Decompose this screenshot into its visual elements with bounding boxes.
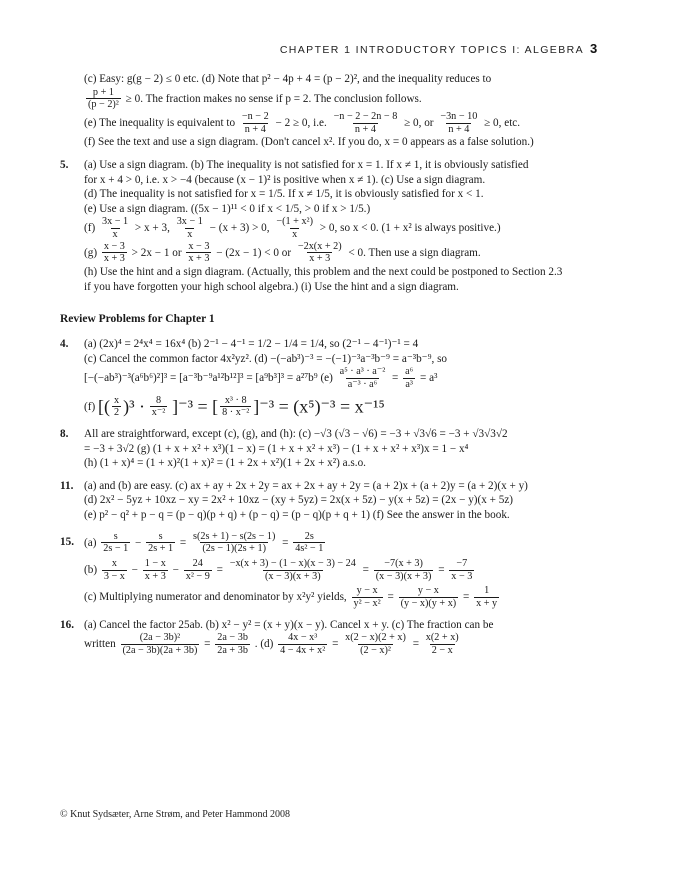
text-line: (e) Use a sign diagram. ((5x − 1)¹¹ < 0 if x < 1/5, > 0 if x > 1/5.) bbox=[84, 202, 371, 215]
text-line: 4. (a) (2x)⁴ = 2⁴x⁴ = 16x⁴ (b) 2⁻¹ − 4⁻¹ = 1/2 − 1/4 = 1/4, so (2⁻¹ − 4⁻¹)⁻¹ = 4 bbox=[60, 338, 419, 351]
fraction: $\frac{\text{x³ · 8}}{\text{8 · x⁻²}}$ bbox=[222, 394, 250, 419]
fraction: $\frac{2s}{\text{4s² − 1}}$ bbox=[295, 530, 324, 555]
problem-number: 15. bbox=[60, 536, 74, 549]
fraction: $\frac{s}{2s + 1}$ bbox=[148, 530, 174, 555]
review-problem-11 bbox=[60, 479, 592, 523]
text-line: if you have forgotten your high school algebra.) (i) Use the hint and a sign diagram. bbox=[84, 280, 459, 293]
fraction: $\frac{2a - 3b}{2a + 3b}$ bbox=[217, 632, 248, 657]
page-body bbox=[60, 72, 592, 657]
fraction: $\frac{-x(x + 3) - (1 - x)(x - 3) - 24}{(x - 3)(x + 3)}$ bbox=[229, 558, 356, 582]
fraction: $\frac{p + 1}{\text{(p − 2)²}}$ bbox=[88, 86, 119, 111]
text-line: 5. (a) Use a sign diagram. (b) The inequality is not satisfied for x = 1. If x ≠ 1, it is obviously satisfied bbox=[60, 159, 529, 171]
fraction: $\frac{-3n - 10}{n + 4}$ bbox=[440, 111, 478, 135]
fraction: $\frac{-n - 2 - 2n - 8}{n + 4}$ bbox=[333, 111, 398, 135]
fraction: $\frac{1 - x}{x + 3}$ bbox=[144, 558, 166, 582]
review-problem-4 bbox=[60, 337, 592, 419]
text-line: (h) (1 + x)⁴ = (1 + x)²(1 + x)² = (1 + 2x + x²)(1 + 2x + x²) a.s.o. bbox=[84, 457, 366, 470]
text-line: (f) $\frac{3x - 1}{x}$ > x + 3, $\frac{3x - 1}{x}$ − (x + 3) > 0, $\frac{\text{−(1 + x²)}}{x}$ > 0, so x < 0. (1 + x² is always positive.) bbox=[84, 216, 501, 240]
fraction: $\frac{1}{x + y}$ bbox=[476, 585, 498, 610]
text-line: (g) $\frac{x - 3}{x + 3}$ > 2x − 1 or $\frac{x - 3}{x + 3}$ − (2x − 1) < 0 or $\frac{-2x(x + 2)}{x + 3}$ < 0. Then use a sign diagram. bbox=[84, 240, 481, 265]
text-line: $\frac{p + 1}{\text{(p − 2)²}}$ ≥ 0. The fraction makes no sense if p = 2. The conclusion follows. bbox=[88, 86, 422, 111]
review-problem-15 bbox=[60, 531, 592, 610]
fraction: $\frac{x(2 + x)}{2 - x}$ bbox=[425, 632, 459, 657]
fraction: $\frac{s}{2s - 1}$ bbox=[103, 530, 129, 555]
text-line: (h) Use the hint and a sign diagram. (Actually, this problem and the next could be postponed to Section 2.3 bbox=[84, 266, 563, 279]
fraction: $\frac{8}{\text{x⁻²}}$ bbox=[151, 394, 166, 419]
text-line: (f) [( $\frac{x}{2}$ )³ · $\frac{8}{\text{x⁻²}}$ ]⁻³ = [ $\frac{\text{x³ · 8}}{\text{8 · x⁻²}}$ ]⁻³ = (x⁵)⁻³ = x⁻¹⁵ bbox=[84, 394, 385, 419]
fraction: $\frac{3x - 1}{x}$ bbox=[176, 216, 203, 240]
text-line: (c) Cancel the common factor 4x²yz². (d) −(−ab³)⁻³ = −(−1)⁻³a⁻³b⁻⁹ = a⁻³b⁻⁹, so bbox=[84, 352, 448, 365]
text-line: (e) p² − q² + p − q = (p − q)(p + q) + (p − q) = (p − q)(p + q + 1) (f) See the answer in the book. bbox=[84, 509, 510, 521]
fraction: $\frac{x}{3 - x}$ bbox=[103, 558, 125, 582]
fraction: $\frac{y - x}{(y - x)(y + x)}$ bbox=[400, 585, 457, 610]
text-line: (c) Multiplying numerator and denominator by x²y² yields, $\frac{y - x}{\text{y² − x²}}$ = $\frac{y - x}{(y - x)(y + x)}$ = $\frac{1}{x + y}$ bbox=[84, 585, 498, 610]
text-line: written $\frac{\text{(2a − 3b)²}}{(2a - 3b)(2a + 3b)}$ = $\frac{2a - 3b}{2a + 3b}$ . (d) $\frac{\text{4x − x³}}{\text{4 − 4x + x²}}$ = $\frac{x(2 - x)(2 + x)}{\text{(2 − x)²}}$ = $\frac{x(2 + x)}{2 - x}$ bbox=[84, 632, 459, 657]
text-line: 16. (a) Cancel the factor 25ab. (b) x² − y² = (x + y)(x − y). Cancel x + y. (c) The fraction can be bbox=[60, 618, 494, 631]
fraction: $\frac{y - x}{\text{y² − x²}}$ bbox=[353, 585, 381, 610]
fraction: $\frac{\text{−(1 + x²)}}{x}$ bbox=[276, 216, 313, 240]
running-header: CHAPTER 1 INTRODUCTORY TOPICS I: ALGEBRA bbox=[279, 44, 584, 56]
problem-number: 4. bbox=[60, 338, 69, 351]
text-line: 8. All are straightforward, except (c), (g), and (h): (c) −√3 (√3 − √6) = −3 + √3√6 = −3 + √3√3√2 bbox=[60, 428, 508, 441]
text-line: for x + 4 > 0, i.e. x > −4 (because (x − 1)² is positive when x ≠ 1). (c) Use a sign diagram. bbox=[84, 173, 486, 186]
fraction: $\frac{x(2 - x)(2 + x)}{\text{(2 − x)²}}$ bbox=[345, 632, 406, 657]
text-line: (f) See the text and use a sign diagram. (Don't cancel x². If you do, x = 0 appears as a false solution.) bbox=[84, 136, 534, 149]
text-line: (d) 2x² − 5yz + 10xz − xy = 2x² + 10xz − (xy + 5yz) = 2x(x + 5z) − y(x + 5z) = (2x − y)(x + 5z) bbox=[84, 494, 514, 507]
fraction: $\frac{24}{\text{x² − 9}}$ bbox=[185, 558, 210, 582]
fraction: $\frac{-n - 2}{n + 4}$ bbox=[241, 111, 269, 135]
fraction: $\frac{3x - 1}{x}$ bbox=[101, 216, 129, 240]
page-number: 3 bbox=[590, 41, 598, 56]
fraction: $\frac{-7(x + 3)}{(x - 3)(x + 3)}$ bbox=[375, 558, 432, 582]
text-line: 11. (a) and (b) are easy. (c) ax + ay + 2x + 2y = ax + 2x + ay + 2y = (a + 2)x + (a + 2)y = (a + 2)(x + y) bbox=[60, 479, 528, 492]
fraction: $\frac{x - 3}{x + 3}$ bbox=[188, 240, 210, 265]
fraction: $\frac{\text{a⁵ · a³ · a⁻²}}{\text{a⁻³ · a⁶}}$ bbox=[339, 366, 386, 391]
problem-number: 11. bbox=[60, 479, 74, 492]
fraction: $\frac{x - 3}{x + 3}$ bbox=[103, 240, 125, 265]
text-line: (c) Easy: g(g − 2) ≤ 0 etc. (d) Note that p² − 4p + 4 = (p − 2)², and the inequality reduces to bbox=[84, 73, 492, 85]
problem-5 bbox=[60, 158, 592, 294]
fraction: $\frac{\text{(2a − 3b)²}}{(2a - 3b)(2a + 3b)}$ bbox=[122, 632, 198, 657]
fraction: $\frac{s(2s + 1) - s(2s - 1)}{(2s - 1)(2s + 1)}$ bbox=[193, 530, 276, 555]
section-heading: Review Problems for Chapter 1 bbox=[60, 313, 215, 326]
fraction: $\frac{-7}{x - 3}$ bbox=[451, 558, 473, 582]
review-problem-16 bbox=[60, 618, 592, 657]
problem-number: 16. bbox=[60, 618, 74, 631]
text-line: 15. (a) $\frac{s}{2s - 1}$ − $\frac{s}{2s + 1}$ = $\frac{s(2s + 1) - s(2s - 1)}{(2s - 1)(2s + 1)}$ = $\frac{2s}{\text{4s² − 1}}$ bbox=[60, 530, 324, 555]
problem-number: 8. bbox=[60, 428, 69, 441]
text-line: (e) The inequality is equivalent to $\frac{-n - 2}{n + 4}$ − 2 ≥ 0, i.e. $\frac{-n - 2 - 2n - 8}{n + 4}$ ≥ 0, or $\frac{-3n - 10}{n + 4}$ ≥ 0, etc. bbox=[84, 111, 521, 135]
fraction: $\frac{\text{4x − x³}}{\text{4 − 4x + x²}}$ bbox=[280, 632, 326, 657]
text-line: = −3 + 3√2 (g) (1 + x + x² + x³)(1 − x) = (1 + x + x² + x³) − (1 + x + x² + x³)x = 1 − x⁴ bbox=[84, 442, 469, 455]
problem-4-continuation bbox=[60, 72, 592, 150]
fraction: $\frac{-2x(x + 2)}{x + 3}$ bbox=[297, 240, 342, 265]
text-line: [−(−ab³)⁻³(a⁶b⁶)²]³ = [a⁻³b⁻⁹a¹²b¹²]³ = [a⁹b³]³ = a²⁷b⁹ (e) $\frac{\text{a⁵ · a³ · a⁻²}}{\text{a⁻³ · a⁶}}$ = $\frac{\text{a⁶}}{\text{a³}}$ = a³ bbox=[84, 366, 438, 391]
text-line: (b) $\frac{x}{3 - x}$ − $\frac{1 - x}{x + 3}$ − $\frac{24}{\text{x² − 9}}$ = $\frac{-x(x + 3) - (1 - x)(x - 3) - 24}{(x - 3)(x + 3)}$ = $\frac{-7(x + 3)}{(x - 3)(x + 3)}$ = $\frac{-7}{x - 3}$ bbox=[84, 558, 473, 582]
review-problem-8 bbox=[60, 427, 592, 471]
problem-number: 5. bbox=[60, 159, 69, 171]
fraction: $\frac{x}{2}$ bbox=[113, 394, 120, 419]
copyright-footer: © Knut Sydsæter, Arne Strøm, and Peter Hammond 2008 bbox=[60, 809, 290, 820]
fraction: $\frac{\text{a⁶}}{\text{a³}}$ bbox=[405, 366, 414, 391]
text-line: (d) The inequality is not satisfied for x = 1/5. If x ≠ 1/5, it is obviously satisfied for x < 1. bbox=[84, 188, 484, 201]
